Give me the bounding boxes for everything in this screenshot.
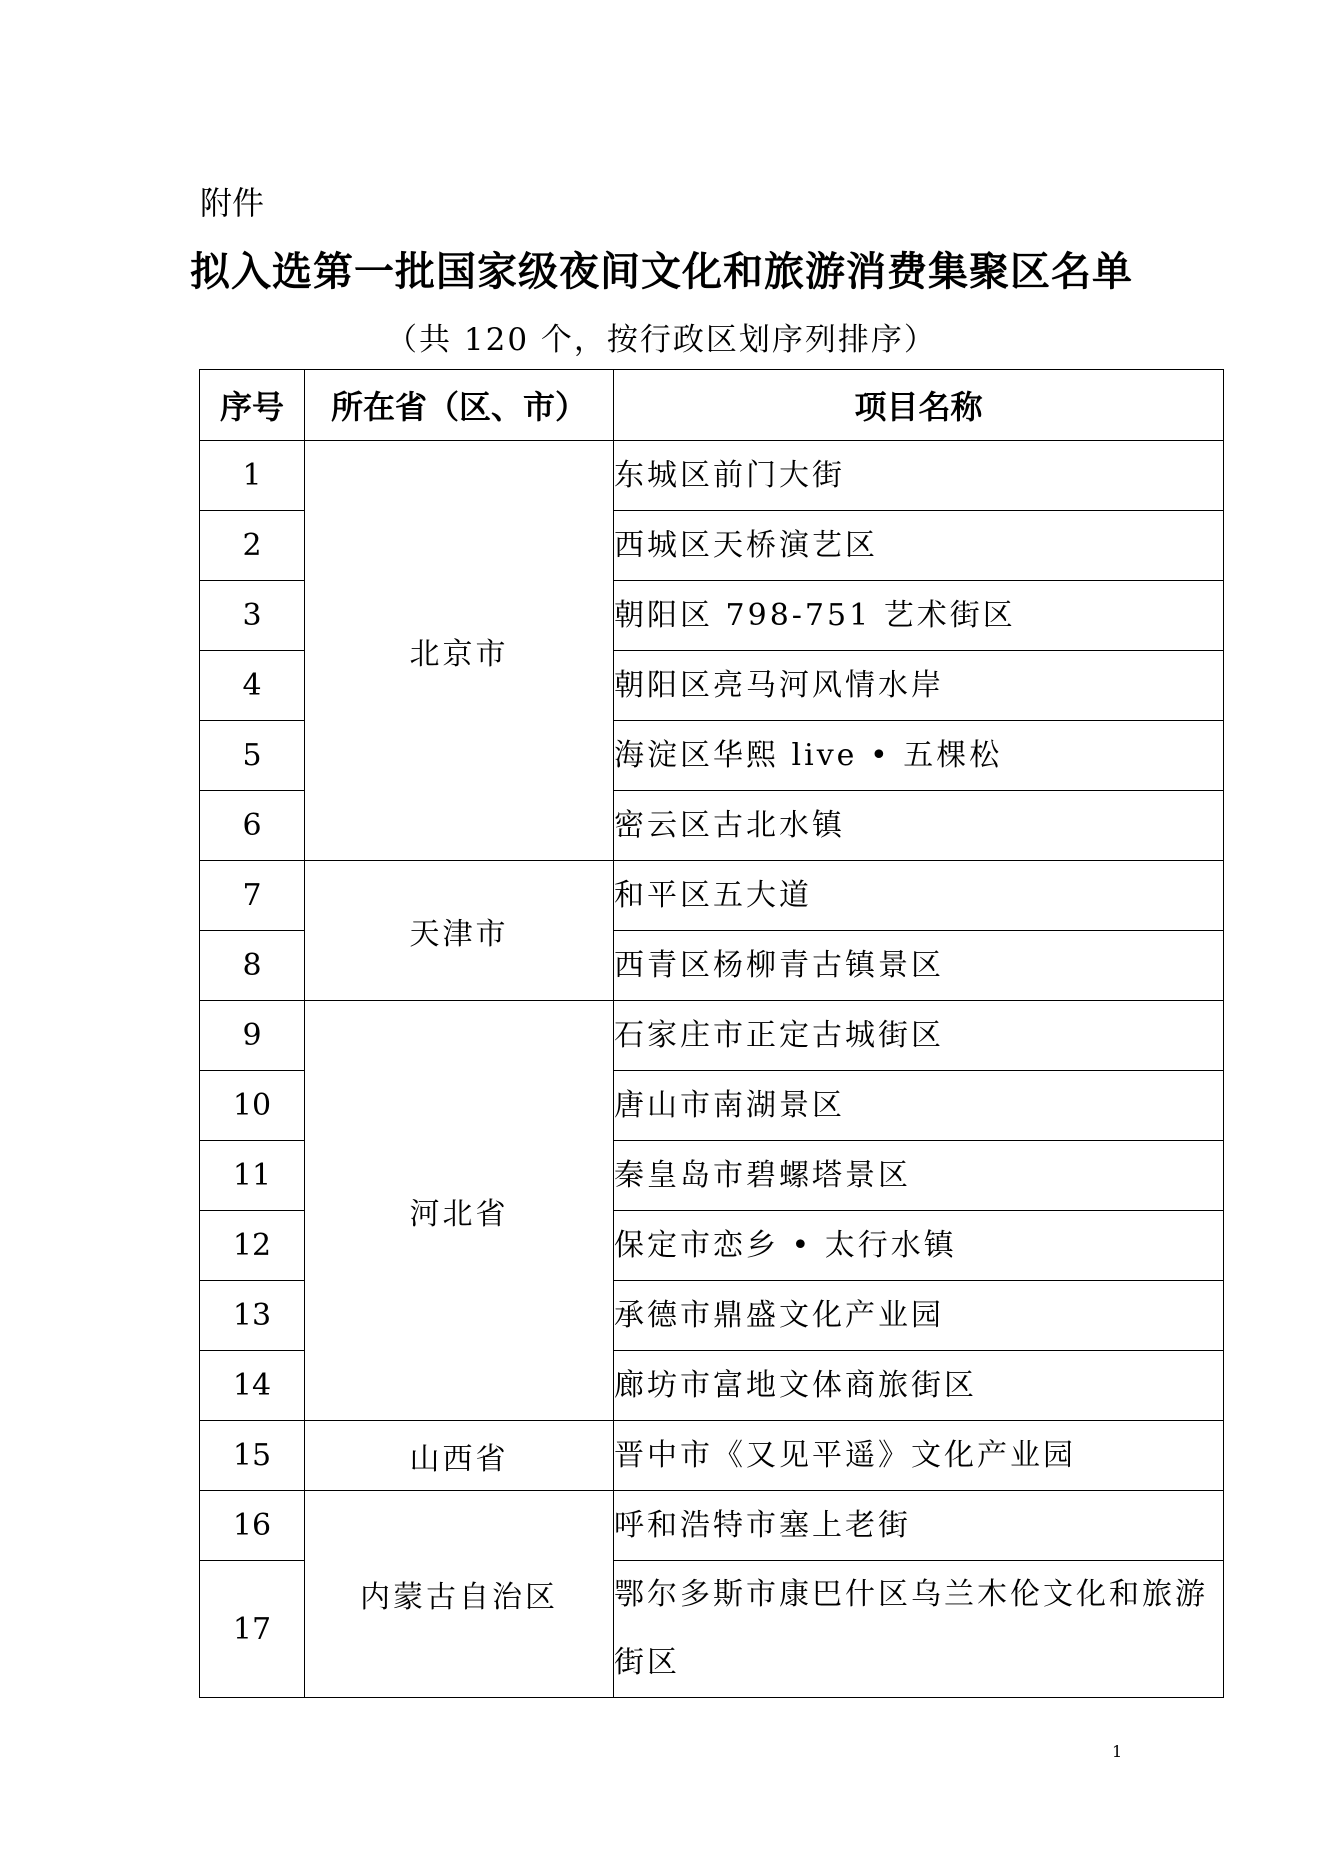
row-number: 16 <box>200 1491 305 1561</box>
venue-list-table <box>199 369 1224 1698</box>
row-number: 5 <box>200 721 305 791</box>
attachment-label: 附件 <box>200 184 265 222</box>
project-name: 晋中市《又见平遥》文化产业园 <box>614 1421 1224 1491</box>
project-name: 朝阳区亮马河风情水岸 <box>614 651 1224 721</box>
project-name: 唐山市南湖景区 <box>614 1071 1224 1141</box>
province-cell: 河北省 <box>305 1001 614 1421</box>
row-number: 14 <box>200 1351 305 1421</box>
project-name: 石家庄市正定古城街区 <box>614 1001 1224 1071</box>
row-number: 2 <box>200 511 305 581</box>
row-number: 12 <box>200 1211 305 1281</box>
project-name: 承德市鼎盛文化产业园 <box>614 1281 1224 1351</box>
row-number: 11 <box>200 1141 305 1211</box>
table-row <box>200 1421 1224 1491</box>
row-number: 8 <box>200 931 305 1001</box>
row-number: 15 <box>200 1421 305 1491</box>
province-cell: 北京市 <box>305 441 614 861</box>
table-header-row <box>200 370 1224 441</box>
project-name: 西城区天桥演艺区 <box>614 511 1224 581</box>
project-name: 秦皇岛市碧螺塔景区 <box>614 1141 1224 1211</box>
table-row <box>200 1001 1224 1071</box>
province-cell: 内蒙古自治区 <box>305 1491 614 1698</box>
row-number: 3 <box>200 581 305 651</box>
page-number: 1 <box>1112 1742 1123 1761</box>
project-name: 密云区古北水镇 <box>614 791 1224 861</box>
project-name: 廊坊市富地文体商旅街区 <box>614 1351 1224 1421</box>
row-number: 9 <box>200 1001 305 1071</box>
project-name: 保定市恋乡 • 太行水镇 <box>614 1211 1224 1281</box>
project-name: 朝阳区 798-751 艺术街区 <box>614 581 1224 651</box>
column-header-number: 序号 <box>200 370 305 441</box>
row-number: 13 <box>200 1281 305 1351</box>
project-name: 东城区前门大街 <box>614 441 1224 511</box>
document-subtitle: （共 120 个，按行政区划序列排序） <box>386 322 937 358</box>
column-header-project: 项目名称 <box>614 370 1224 441</box>
row-number: 4 <box>200 651 305 721</box>
row-number: 6 <box>200 791 305 861</box>
row-number: 7 <box>200 861 305 931</box>
row-number: 10 <box>200 1071 305 1141</box>
project-name: 鄂尔多斯市康巴什区乌兰木伦文化和旅游街区 <box>614 1561 1224 1698</box>
column-header-province: 所在省（区、市） <box>305 370 614 441</box>
province-cell: 山西省 <box>305 1421 614 1491</box>
project-name: 海淀区华熙 live • 五棵松 <box>614 721 1224 791</box>
document-title: 拟入选第一批国家级夜间文化和旅游消费集聚区名单 <box>190 249 1133 295</box>
table-row <box>200 441 1224 511</box>
table-row <box>200 861 1224 931</box>
row-number: 17 <box>200 1561 305 1698</box>
province-cell: 天津市 <box>305 861 614 1001</box>
row-number: 1 <box>200 441 305 511</box>
table-row <box>200 1491 1224 1561</box>
project-name: 和平区五大道 <box>614 861 1224 931</box>
project-name: 西青区杨柳青古镇景区 <box>614 931 1224 1001</box>
project-name: 呼和浩特市塞上老街 <box>614 1491 1224 1561</box>
